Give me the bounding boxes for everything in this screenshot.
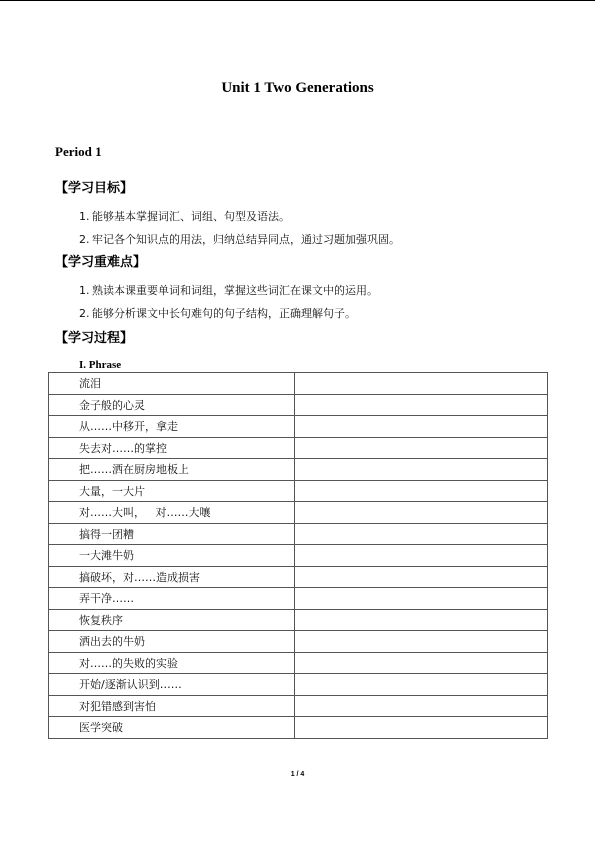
section-heading-goals: 【学习目标】 [55,181,134,196]
answer-cell[interactable] [295,394,548,416]
answer-cell[interactable] [295,480,548,502]
period-heading: Period 1 [55,144,102,159]
answer-cell[interactable] [295,631,548,653]
phrase-cell: 失去对……的掌控 [49,437,295,459]
goal-item [79,208,290,224]
phrase-cell: 开始/逐渐认识到…… [49,674,295,696]
table-row [49,437,548,459]
table-row [49,373,548,395]
answer-cell[interactable] [295,459,548,481]
goal-item-text: 能够基本掌握词汇、词组、句型及语法。 [92,210,290,223]
phrase-cell: 流泪 [49,373,295,395]
table-row [49,480,548,502]
phrase-cell: 弄干净…… [49,588,295,610]
answer-cell[interactable] [295,545,548,567]
answer-cell[interactable] [295,717,548,739]
phrase-cell: 搞破坏，对……造成损害 [49,566,295,588]
phrase-cell: 金子般的心灵 [49,394,295,416]
answer-cell[interactable] [295,502,548,524]
answer-cell[interactable] [295,695,548,717]
table-row [49,695,548,717]
answer-cell[interactable] [295,416,548,438]
answer-cell[interactable] [295,588,548,610]
section-heading-process: 【学习过程】 [55,331,134,346]
goal-item-number: 1. [79,210,90,223]
key-point-item-text: 能够分析课文中长句难句的句子结构，正确理解句子。 [92,307,356,320]
goal-item [79,231,400,247]
answer-cell[interactable] [295,373,548,395]
section-heading-key-points: 【学习重难点】 [55,255,147,270]
table-row [49,394,548,416]
phrase-cell: 搞得一团糟 [49,523,295,545]
phrase-cell: 大量，一大片 [49,480,295,502]
top-rule [0,0,595,1]
key-point-item-number: 1. [79,284,90,297]
goal-item-number: 2. [79,233,90,246]
phrase-subheading: I. Phrase [79,359,122,371]
answer-cell[interactable] [295,523,548,545]
phrase-table [48,372,548,739]
answer-cell[interactable] [295,437,548,459]
phrase-cell: 对……的失败的实验 [49,652,295,674]
table-row [49,652,548,674]
key-point-item-text: 熟读本课重要单词和词组，掌握这些词汇在课文中的运用。 [92,284,378,297]
page-number: 1 / 4 [290,771,305,778]
table-row [49,459,548,481]
goal-item-text: 牢记各个知识点的用法，归纳总结异同点，通过习题加强巩固。 [92,233,400,246]
table-row [49,609,548,631]
table-row [49,566,548,588]
phrase-cell: 把……洒在厨房地板上 [49,459,295,481]
answer-cell[interactable] [295,652,548,674]
table-row [49,674,548,696]
answer-cell[interactable] [295,566,548,588]
phrase-cell: 医学突破 [49,717,295,739]
table-row [49,631,548,653]
key-point-item-number: 2. [79,307,90,320]
table-row [49,502,548,524]
phrase-cell: 对……大叫， 对……大嚷 [49,502,295,524]
table-row [49,416,548,438]
phrase-cell: 一大滩牛奶 [49,545,295,567]
phrase-cell: 恢复秩序 [49,609,295,631]
table-row [49,523,548,545]
table-row [49,717,548,739]
answer-cell[interactable] [295,674,548,696]
phrase-cell: 从……中移开，拿走 [49,416,295,438]
key-point-item [79,305,356,321]
key-point-item [79,282,378,298]
page-title: Unit 1 Two Generations [221,80,374,96]
table-row [49,545,548,567]
phrase-cell: 对犯错感到害怕 [49,695,295,717]
table-row [49,588,548,610]
phrase-cell: 洒出去的牛奶 [49,631,295,653]
answer-cell[interactable] [295,609,548,631]
